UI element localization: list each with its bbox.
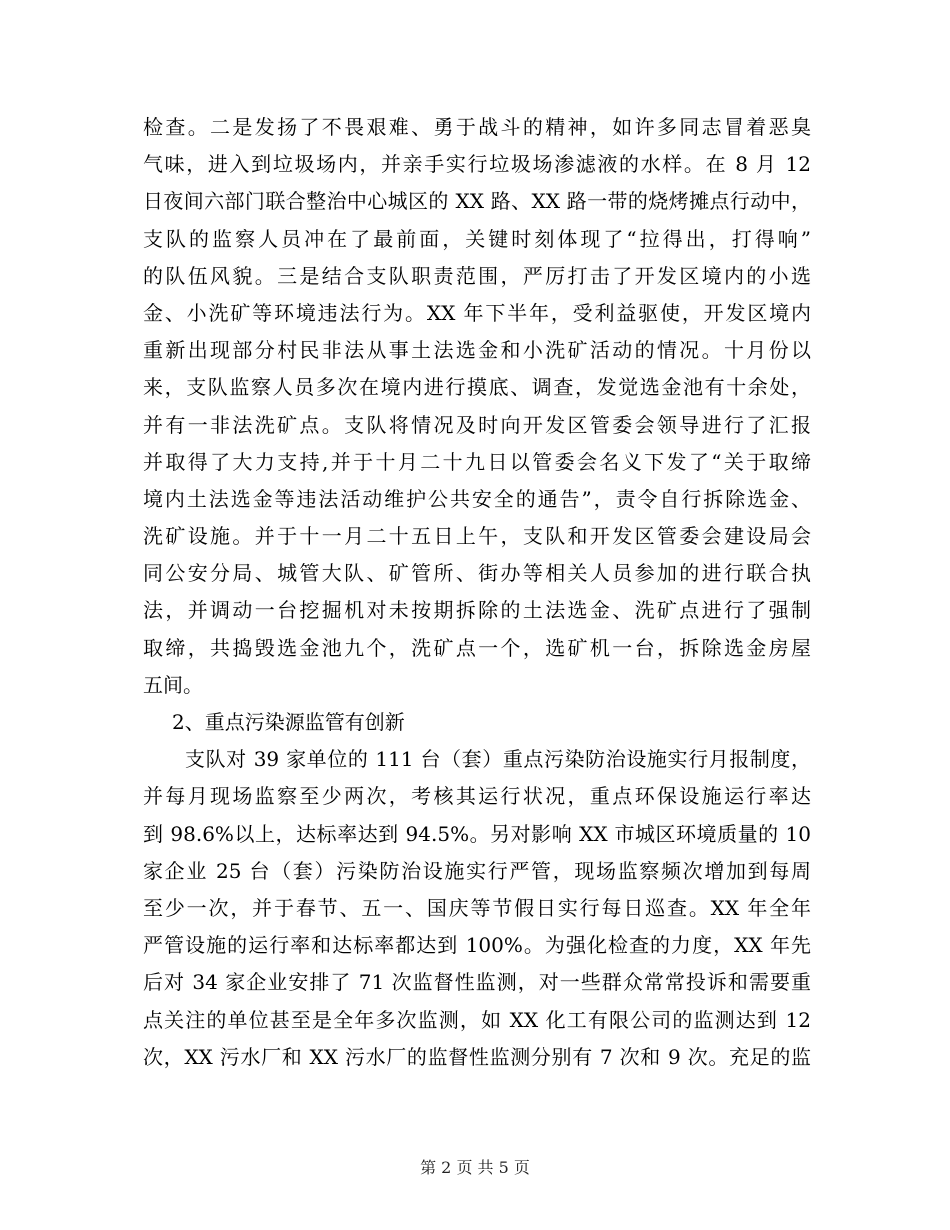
body-text-line: 法，并调动一台挖掘机对未按期拆除的土法选金、洗矿点进行了强制 [143, 598, 811, 623]
body-text-line: 并每月现场监察至少两次，考核其运行状况，重点环保设施运行率达 [143, 784, 811, 809]
body-text-line: 次，XX 污水厂和 XX 污水厂的监督性监测分别有 7 次和 9 次。充足的监 [143, 1044, 811, 1069]
page-footer: 第 2 页 共 5 页 [420, 1158, 530, 1177]
body-text-line: 取缔，共捣毁选金池九个，洗矿点一个，选矿机一台，拆除选金房屋 [143, 635, 811, 660]
body-text-line: 至少一次，并于春节、五一、国庆等节假日实行每日巡查。XX 年全年 [143, 895, 811, 920]
section-heading: 2、重点污染源监管有创新 [172, 710, 405, 734]
body-text-line: 金、小洗矿等环境违法行为。XX 年下半年，受利益驱使，开发区境内 [143, 300, 811, 325]
body-text-line: 五间。 [143, 672, 203, 697]
body-text-line: 重新出现部分村民非法从事土法选金和小洗矿活动的情况。十月份以 [143, 338, 811, 363]
body-text-line: 到 98.6%以上，达标率达到 94.5%。另对影响 XX 市城区环境质量的 10 [143, 821, 811, 846]
body-text-line: 来，支队监察人员多次在境内进行摸底、调查，发觉选金池有十余处， [143, 375, 811, 400]
body-text-line: 洗矿设施。并于十一月二十五日上午，支队和开发区管委会建设局会 [143, 524, 811, 549]
body-text-line: 点关注的单位甚至是全年多次监测，如 XX 化工有限公司的监测达到 12 [143, 1007, 811, 1032]
body-text-line: 支队的监察人员冲在了最前面，关键时刻体现了“拉得出，打得响” [143, 226, 811, 251]
body-text-line: 的队伍风貌。三是结合支队职责范围，严厉打击了开发区境内的小选 [143, 263, 811, 288]
body-text-line: 检查。二是发扬了不畏艰难、勇于战斗的精神，如许多同志冒着恶臭 [143, 115, 811, 139]
body-text-line: 并取得了大力支持,并于十月二十九日以管委会名义下发了“关于取缔 [143, 449, 811, 474]
body-text-line: 境内土法选金等违法活动维护公共安全的通告”，责令自行拆除选金、 [143, 486, 811, 511]
body-text-line: 并有一非法洗矿点。支队将情况及时向开发区管委会领导进行了汇报 [143, 412, 811, 437]
body-text-line: 气味，进入到垃圾场内，并亲手实行垃圾场渗滤液的水样。在 8 月 12 [143, 152, 811, 177]
body-text-line: 家企业 25 台（套）污染防治设施实行严管，现场监察频次增加到每周 [143, 858, 811, 883]
document-body [143, 109, 811, 1076]
body-text-line: 同公安分局、城管大队、矿管所、街办等相关人员参加的进行联合执 [143, 561, 811, 586]
body-text-line: 支队对 39 家单位的 111 台（套）重点污染防治设施实行月报制度， [185, 747, 811, 772]
body-text-line: 日夜间六部门联合整治中心城区的 XX 路、XX 路一带的烧烤摊点行动中， [143, 189, 811, 214]
body-text-line: 严管设施的运行率和达标率都达到 100%。为强化检查的力度，XX 年先 [143, 933, 811, 958]
body-text-line: 后对 34 家企业安排了 71 次监督性监测，对一些群众常常投诉和需要重 [143, 970, 811, 995]
